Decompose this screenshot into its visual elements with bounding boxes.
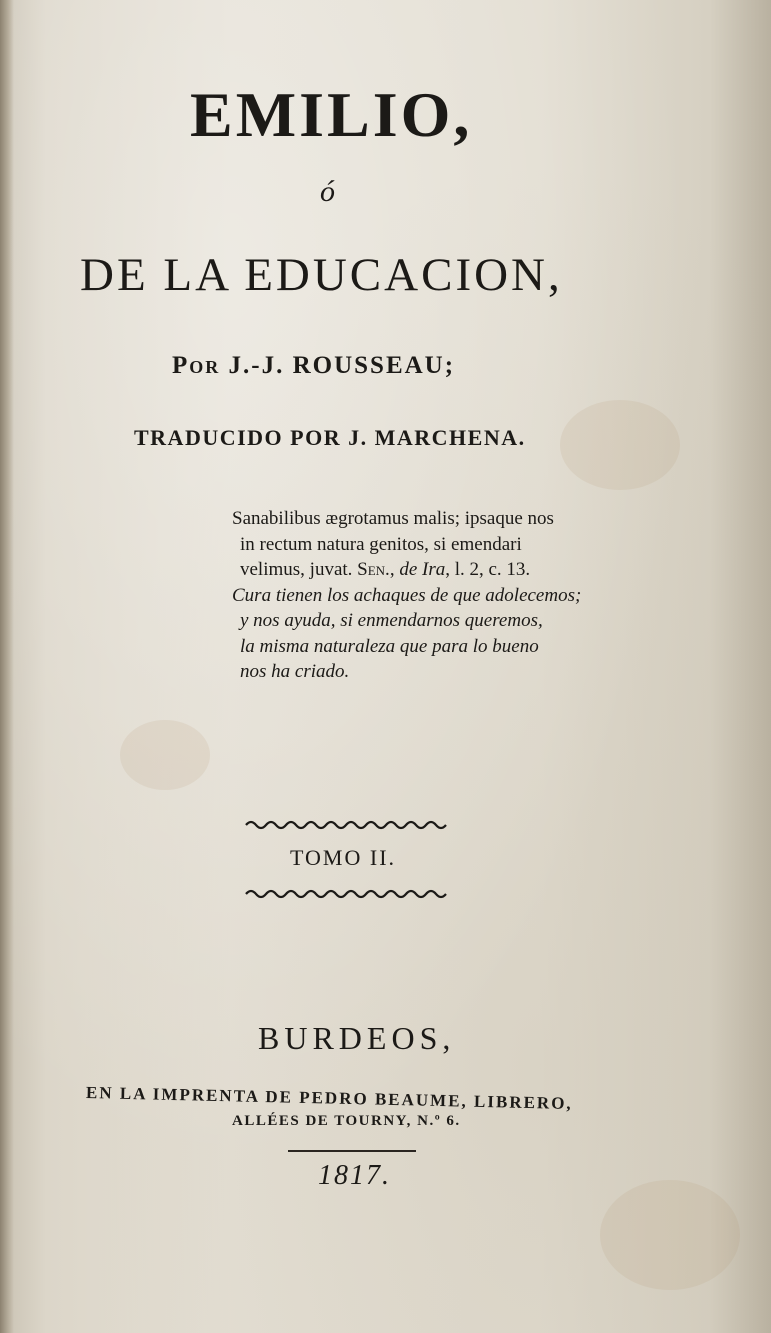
imprint-printer: EN LA IMPRENTA DE PEDRO BEAUME, LIBRERO, [85, 1083, 573, 1114]
citation-author: Sen. [357, 559, 390, 580]
title-conjunction: ó [320, 175, 335, 208]
paper-foxing [120, 720, 210, 790]
imprint-year: 1817. [318, 1160, 391, 1191]
epigraph-latin-line: in rectum natura genitos, si emendari [240, 533, 522, 555]
epigraph-latin-last-line: velimus, juvat. Sen., de Ira, l. 2, c. 13. [240, 559, 531, 580]
book-title: EMILIO, [190, 79, 473, 150]
paper-foxing [600, 1180, 740, 1290]
imprint-rule [288, 1150, 416, 1152]
epigraph-latin-line: Sanabilibus ægrotamus malis; ipsaque nos [232, 508, 554, 529]
ornamental-rule-top [244, 818, 454, 832]
epigraph-latin-line: velimus, juvat. [240, 559, 353, 580]
epigraph [232, 506, 581, 685]
volume-label: TOMO II. [290, 845, 397, 870]
epigraph-spanish-line: Cura tienen los achaques de que adolecemos; [232, 584, 582, 606]
ornamental-rule-bottom [244, 887, 454, 901]
citation-work: de Ira [399, 559, 446, 580]
book-subtitle: DE LA EDUCACION, [80, 249, 563, 301]
page-gutter-shadow [0, 0, 14, 1333]
imprint-address: ALLÉES DE TOURNY, N.º 6. [232, 1113, 461, 1129]
epigraph-spanish-line: nos ha criado. [240, 661, 350, 682]
paper-foxing [560, 400, 680, 490]
imprint-place: BURDEOS, [258, 1020, 456, 1056]
epigraph-spanish-line: la misma naturaleza que para lo bueno [240, 635, 539, 657]
citation-location: , l. 2, c. 13. [445, 559, 531, 580]
translator-line: TRADUCIDO POR J. MARCHENA. [134, 425, 526, 450]
epigraph-spanish-line: y nos ayuda, si enmendarnos queremos, [240, 610, 543, 631]
author-line: Por J.-J. ROUSSEAU; [172, 352, 456, 379]
